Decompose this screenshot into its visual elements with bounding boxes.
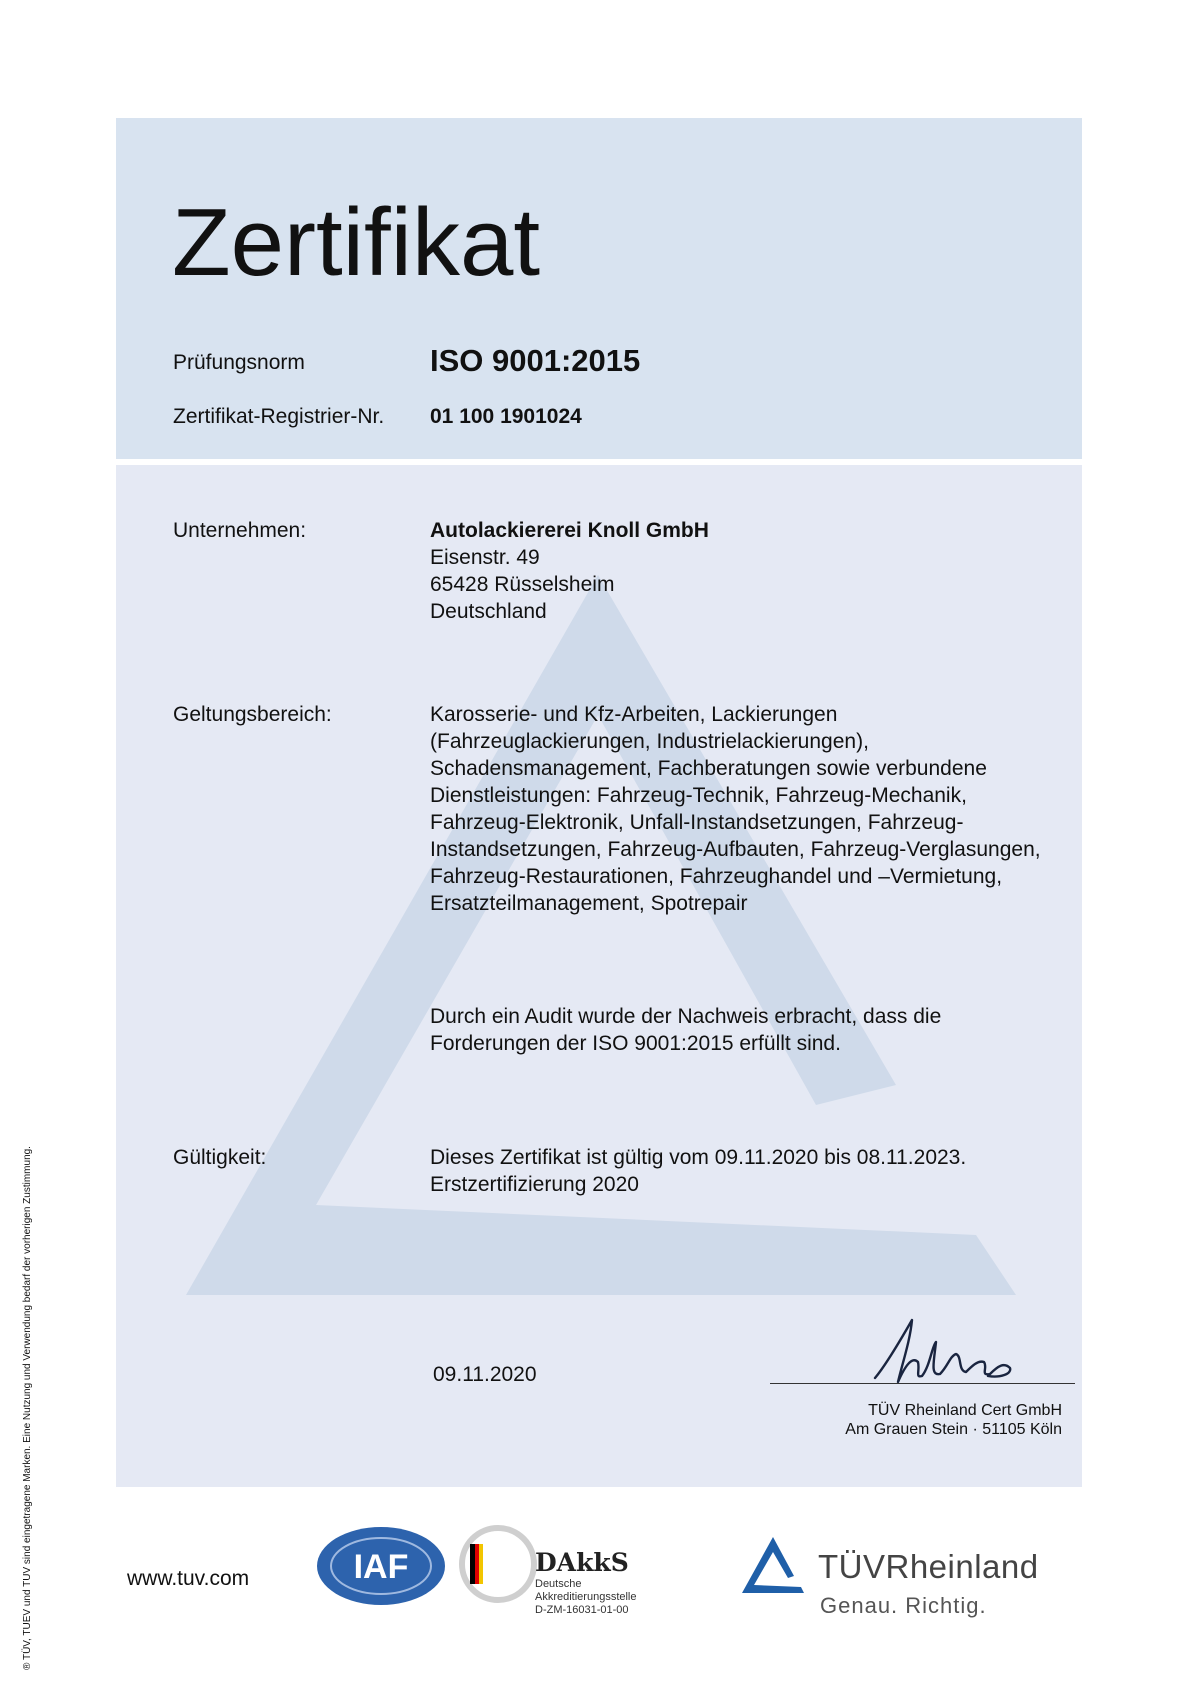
tuv-slogan: Genau. Richtig.: [820, 1593, 987, 1618]
company-name: Autolackiererei Knoll GmbH: [430, 519, 709, 542]
scope-line: Karosserie- und Kfz-Arbeiten, Lackierungen: [430, 703, 838, 726]
standard-value: ISO 9001:2015: [430, 343, 641, 378]
scope-line: Ersatzteilmanagement, Spotrepair: [430, 892, 748, 915]
standard-label: Prüfungsnorm: [173, 351, 305, 374]
dakks-name: DAkkS: [535, 1548, 629, 1577]
validity-line: Dieses Zertifikat ist gültig vom 09.11.2020 bis 08.11.2023.: [430, 1146, 967, 1169]
iaf-logo-text: IAF: [353, 1548, 409, 1586]
dakks-line: Akkreditierungsstelle: [535, 1591, 637, 1603]
issuer-block: [845, 1401, 1062, 1439]
dakks-details: [535, 1578, 637, 1617]
registration-value: 01 100 1901024: [430, 405, 582, 428]
dakks-line: D-ZM-16031-01-00: [535, 1604, 629, 1616]
company-label: Unternehmen:: [173, 519, 307, 542]
scope-line: Dienstleistungen: Fahrzeug-Technik, Fahrzeug-Mechanik,: [430, 784, 967, 807]
tuv-brand-name: TÜVRheinland: [818, 1548, 1039, 1585]
scope-label: Geltungsbereich:: [173, 703, 332, 726]
dakks-seal-icon: [458, 1524, 538, 1604]
scope-line: Instandsetzungen, Fahrzeug-Aufbauten, Fahrzeug-Verglasungen,: [430, 838, 1041, 861]
dakks-line: Deutsche: [535, 1578, 582, 1590]
scope-block: [430, 701, 1041, 917]
iaf-logo-icon: [315, 1525, 447, 1607]
validity-label: Gültigkeit:: [173, 1146, 267, 1169]
scope-line: Fahrzeug-Elektronik, Unfall-Instandsetzungen, Fahrzeug-: [430, 811, 964, 834]
issue-date: 09.11.2020: [433, 1363, 537, 1386]
company-street: Eisenstr. 49: [430, 546, 540, 569]
signature-line: [770, 1383, 1075, 1384]
audit-line: Forderungen der ISO 9001:2015 erfüllt sind.: [430, 1032, 841, 1055]
company-city: 65428 Rüsselsheim: [430, 573, 615, 596]
tuv-triangle-logo-icon: [740, 1535, 806, 1597]
scope-line: Schadensmanagement, Fachberatungen sowie verbundene: [430, 757, 987, 780]
validity-block: [430, 1144, 966, 1198]
validity-line: Erstzertifizierung 2020: [430, 1173, 639, 1196]
registration-label: Zertifikat-Registrier-Nr.: [173, 405, 385, 428]
scope-line: Fahrzeug-Restaurationen, Fahrzeughandel und –Vermietung,: [430, 865, 1003, 888]
issuer-name: TÜV Rheinland Cert GmbH: [868, 1402, 1062, 1419]
signature-icon: [870, 1316, 1020, 1391]
issuer-address: Am Grauen Stein · 51105 Köln: [845, 1421, 1062, 1438]
company-block: [430, 517, 709, 625]
audit-line: Durch ein Audit wurde der Nachweis erbracht, dass die: [430, 1005, 942, 1028]
certificate-title: Zertifikat: [172, 189, 541, 296]
legal-notice: ® TÜV, TUEV und TUV sind eingetragene Marken. Eine Nutzung und Verwendung bedarf der vorherigen Zustimmung.: [22, 1146, 33, 1670]
website-link[interactable]: www.tuv.com: [127, 1567, 250, 1590]
company-country: Deutschland: [430, 600, 547, 623]
audit-statement: [430, 1003, 941, 1057]
scope-line: (Fahrzeuglackierungen, Industrielackierungen),: [430, 730, 869, 753]
